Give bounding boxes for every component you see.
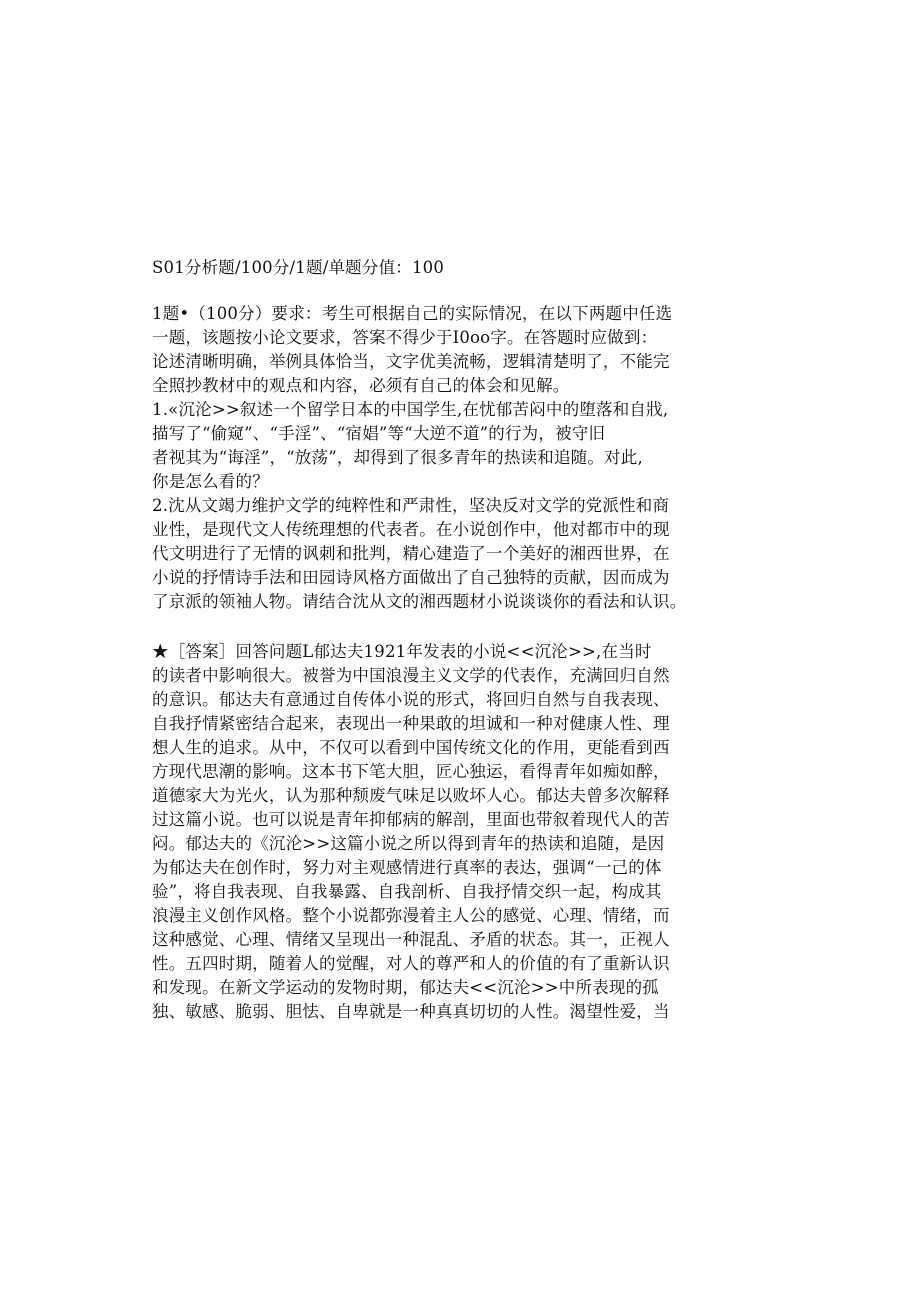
answer-line: 独、敏感、脆弱、胆怯、自卑就是一种真真切切的人性。渴望性爱，当 — [152, 1002, 670, 1021]
answer-line: 的意识。郁达夫有意通过自传体小说的形式，将回归自然与自我表现、 — [152, 690, 670, 709]
answer-line: 道德家大为光火，认为那种颓废气味足以败坏人心。郁达夫曾多次解释 — [152, 786, 670, 805]
question-line: 业性，是现代文人传统理想的代表者。在小说创作中，他对都市中的现 — [152, 520, 670, 539]
question-line: 你是怎么看的？ — [152, 472, 269, 491]
answer-line: 自我抒情紧密结合起来，表现出一种果敢的坦诚和一种对健康人性、理 — [152, 714, 670, 733]
answer-line: 这种感觉、心理、情绪又呈现出一种混乱、矛盾的状态。其一，正视人 — [152, 930, 670, 949]
question-line: 描写了“偷窥”、“手淫”、“宿娼”等“大逆不道”的行为，被守旧 — [152, 424, 606, 443]
answer-line: 和发现。在新文学运动的发物时期，郁达夫<<沉沦>>中所表现的孤 — [152, 978, 660, 997]
question-line: 1题•（100分）要求：考生可根据自己的实际情况，在以下两题中任选 — [152, 304, 673, 323]
answer-line: 方现代思潮的影响。这本书下笔大胆，匠心独运，看得青年如痴如醉， — [152, 762, 670, 781]
question-line: 一题，该题按小论文要求，答案不得少于I0oo字。在答题时应做到： — [152, 328, 658, 347]
question-line: 全照抄教材中的观点和内容，必须有自己的体会和见解。 — [152, 376, 570, 395]
answer-line: 想人生的追求。从中，不仅可以看到中国传统文化的作用，更能看到西 — [152, 738, 670, 757]
section-header: S01分析题/100分/1题/单题分值：100 — [152, 258, 445, 277]
answer-line: 浪漫主义创作风格。整个小说都弥漫着主人公的感觉、心理、情绪，而 — [152, 906, 670, 925]
question-line: 1.«沉沦>>叙述一个留学日本的中国学生,在忧郁苦闷中的堕落和自戕, — [152, 400, 669, 419]
question-line: 小说的抒情诗手法和田园诗风格方面做出了自己独特的贡献，因而成为 — [152, 568, 670, 587]
answer-line: 性。五四时期，随着人的觉醒，对人的尊严和人的价值的有了重新认识 — [152, 954, 670, 973]
question-line: 了京派的领袖人物。请结合沈从文的湘西题材小说谈谈你的看法和认识。 — [152, 592, 687, 611]
answer-line: 为郁达夫在创作时，努力对主观感情进行真率的表达，强调“一己的体 — [152, 858, 662, 877]
answer-line: 过这篇小说。也可以说是青年抑郁病的解剖，里面也带叙着现代人的苦 — [152, 810, 670, 829]
question-line: 论述清晰明确，举例具体恰当，文字优美流畅，逻辑清楚明了，不能完 — [152, 352, 670, 371]
answer-line: ★［答案］回答问题L郁达夫1921年发表的小说<<沉沦>>,在当时 — [152, 642, 652, 661]
answer-line: 验”，将自我表现、自我暴露、自我剖析、自我抒情交织一起，构成其 — [152, 882, 662, 901]
question-line: 者视其为“诲淫”，“放荡”，却得到了很多青年的热读和追随。对此, — [152, 448, 643, 467]
question-line: 2.沈从文竭力维护文学的纯粹性和严肃性，坚决反对文学的党派性和商 — [152, 496, 670, 515]
question-line: 代文明进行了无情的讽刺和批判，精心建造了一个美好的湘西世界，在 — [152, 544, 670, 563]
answer-line: 闷。郁达夫的《沉沦>>这篇小说之所以得到青年的热读和追随，是因 — [152, 834, 665, 853]
answer-line: 的读者中影响很大。被誉为中国浪漫主义文学的代表作，充满回归自然 — [152, 666, 670, 685]
